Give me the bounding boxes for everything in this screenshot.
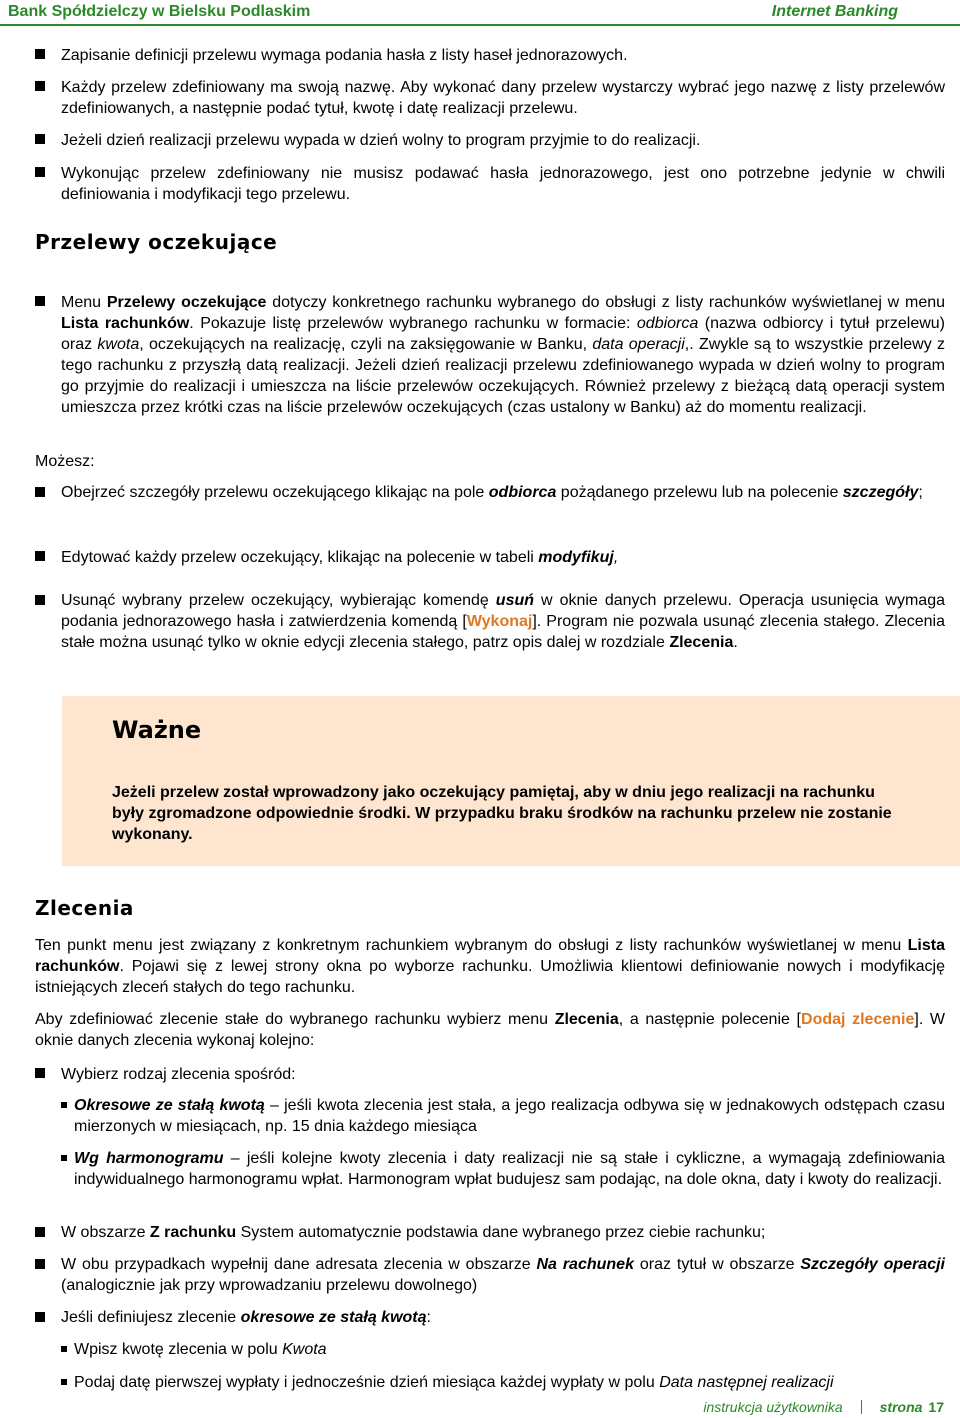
paragraph: Możesz:	[35, 453, 95, 470]
list-item: Każdy przelew zdefiniowany ma swoją nazwę. Aby wykonać dany przelew wystarczy wybrać jego nazwę z listy przelewów zdefiniowanych, a następnie podać tytuł, kwotę i datę realizacji przelewu.	[61, 79, 945, 117]
list-item: W obszarze Z rachunku System automatycznie podstawia dane wybranego przez ciebie rachunku;	[61, 1224, 766, 1241]
important-note-title: Ważne	[112, 716, 202, 744]
list-item: Obejrzeć szczegóły przelewu oczekującego klikając na pole odbiorca pożądanego przelewu lub na polecenie szczegóły;	[61, 484, 923, 501]
sub-bullet-icon	[61, 1102, 67, 1108]
bullet-icon	[35, 134, 45, 144]
section-heading: Zlecenia	[35, 896, 134, 920]
bullet-icon	[35, 1312, 45, 1322]
list-item: Jeśli definiujesz zlecenie okresowe ze stałą kwotą:	[61, 1309, 431, 1326]
list-item: W obu przypadkach wypełnij dane adresata zlecenia w obszarze Na rachunek oraz tytuł w obszarze Szczegóły operacji (analogicznie jak przy wprowadzaniu przelewu dowolnego)	[61, 1256, 945, 1294]
bullet-icon	[35, 1259, 45, 1269]
list-item: Menu Przelewy oczekujące dotyczy konkretnego rachunku wybranego do obsługi z listy rachunków wyświetlanej w menu Lista rachunków. Pokazuje listę przelewów wybranego rachunku w formacie: odbiorca (nazwa odbiorcy i tytuł przelewu) oraz kwota, oczekujących na realizację, czyli na zaksięgowanie w Banku, data operacji,. Zwykle są to wszystkie przelewy z tego rachunku z przyszłą datą realizacji. Jeżeli dzień realizacji przelewu zdefiniowanego wypada w dzień wolny to program go przyjmie do realizacji i umieszcza na liście przelewów oczekujących. Również przelewy z bieżącą datą operacji system umieszcza przez krótki czas na liście przelewów oczekujących (czas ustalony w Banku) aż do momentu realizacji.	[61, 294, 946, 416]
bullet-icon	[35, 49, 45, 59]
sub-bullet-icon	[61, 1155, 67, 1161]
page-header	[0, 0, 960, 26]
list-item: Wybierz rodzaj zlecenia spośród:	[61, 1066, 296, 1083]
paragraph: Aby zdefiniować zlecenie stałe do wybranego rachunku wybierz menu Zlecenia, a następnie polecenie [Dodaj zlecenie]. W oknie danych zlecenia wykonaj kolejno:	[35, 1011, 946, 1049]
paragraph: Ten punkt menu jest związany z konkretnym rachunkiem wybranym do obsługi z listy rachunków wyświetlanej w menu Lista rachunków. Pojawi się z lewej strony okna po wyborze rachunku. Umożliwia klientowi definiowanie nowych i modyfikację istniejących zleceń stałych do tego rachunku.	[35, 937, 945, 996]
bullet-icon	[35, 81, 45, 91]
list-item: Zapisanie definicji przelewu wymaga podania hasła z listy haseł jednorazowych.	[61, 47, 628, 64]
sub-list-item: Wg harmonogramu – jeśli kolejne kwoty zlecenia i daty realizacji nie są stałe i cykliczne, a wymagają zdefiniowania indywidualnego harmonogramu wpłat. Harmonogram wpłat budujesz sam podając, na dole okna, daty i kwoty do realizacji.	[74, 1150, 945, 1188]
bullet-icon	[35, 167, 45, 177]
sub-list-item: Wpisz kwotę zlecenia w polu Kwota	[74, 1341, 327, 1358]
page-footer	[703, 1399, 944, 1415]
sub-bullet-icon	[61, 1379, 67, 1385]
page-label: strona	[879, 1399, 923, 1415]
important-note-box	[62, 696, 960, 866]
list-item: Usunąć wybrany przelew oczekujący, wybierając komendę usuń w oknie danych przelewu. Operacja usunięcia wymaga podania jednorazowego hasła i zatwierdzenia komendą [Wykonaj]. Program nie pozwala usunąć zlecenia stałego. Zlecenia stałe można usunąć tylko w oknie edycji zlecenia stałego, patrz opis dalej w rozdziale Zlecenia.	[61, 592, 946, 651]
bank-name: Bank Spółdzielczy w Bielsku Podlaskim	[8, 3, 311, 20]
bullet-icon	[35, 551, 45, 561]
sub-list-item: Okresowe ze stałą kwotą – jeśli kwota zlecenia jest stała, a jego realizacja odbywa się w jednakowych odstępach czasu mierzonych w miesiącach, np. 15 dnia każdego miesiąca	[74, 1097, 945, 1135]
list-item: Jeżeli dzień realizacji przelewu wypada w dzień wolny to program przyjmie to do realizacji.	[61, 132, 701, 149]
list-item: Wykonując przelew zdefiniowany nie musisz podawać hasła jednorazowego, jest ono potrzebne jedynie w chwili definiowania i modyfikacji tego przelewu.	[61, 165, 945, 203]
section-heading: Przelewy oczekujące	[35, 230, 278, 254]
bullet-icon	[35, 595, 45, 605]
important-note-text: Jeżeli przelew został wprowadzony jako oczekujący pamiętaj, aby w dniu jego realizacji na rachunku były zgromadzone odpowiednie środki. W przypadku braku środków na rachunku przelew nie zostanie wykonany.	[112, 784, 892, 843]
sub-list-item: Podaj datę pierwszej wypłaty i jednocześnie dzień miesiąca każdej wypłaty w polu Data następnej realizacji	[74, 1374, 834, 1391]
bullet-icon	[35, 1068, 45, 1078]
bullet-icon	[35, 296, 45, 306]
bullet-icon	[35, 487, 45, 497]
list-item: Edytować każdy przelew oczekujący, klikając na polecenie w tabeli modyfikuj,	[61, 549, 619, 566]
page-number: 17	[928, 1399, 944, 1415]
bullet-icon	[35, 1227, 45, 1237]
footer-label: instrukcja użytkownika	[703, 1399, 843, 1415]
sub-bullet-icon	[61, 1346, 67, 1352]
footer-divider	[861, 1400, 862, 1414]
product-name: Internet Banking	[771, 3, 898, 20]
